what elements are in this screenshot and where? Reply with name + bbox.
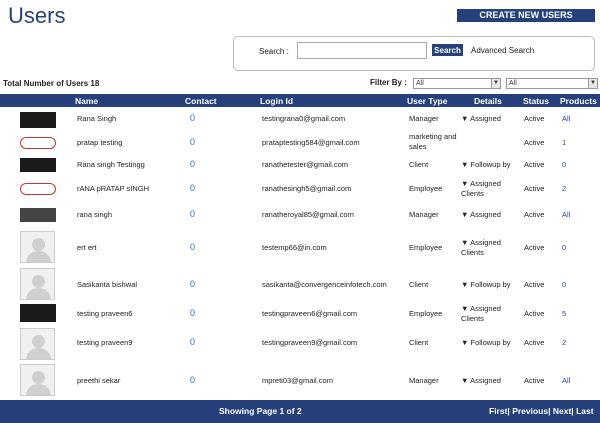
products-link[interactable]: 0 [562,280,567,289]
status: Active [524,160,545,169]
avatar [20,304,56,322]
table-row [0,204,600,228]
products-link[interactable]: All [562,114,571,123]
contact-count[interactable]: 0 [190,159,196,169]
search-label: Search : [259,47,289,56]
details-dropdown[interactable]: ▼ Assigned Clients [461,304,501,323]
col-products[interactable]: Products [560,96,597,106]
first-page-link[interactable]: First [489,406,508,416]
user-name[interactable]: pratap testing [77,138,123,147]
page-title: Users [8,3,66,28]
status: Active [524,114,545,123]
next-page-link[interactable]: Next [552,406,572,416]
contact-count[interactable]: 0 [190,337,196,347]
user-name[interactable]: rana singh [77,210,113,219]
login-id: testingpraveen6@gmail.com [262,309,358,318]
products-link[interactable]: 5 [562,309,567,318]
products-link[interactable]: 2 [562,184,567,193]
contact-count[interactable]: 0 [190,242,196,252]
col-contact[interactable]: Contact [185,96,217,106]
table-row [0,362,600,398]
total-users-count: Total Number of Users 18 [3,79,100,88]
avatar [20,158,56,172]
details-dropdown[interactable]: ▼ Assigned Clients [461,238,501,257]
products-link[interactable]: All [562,210,571,219]
create-new-users-button[interactable]: CREATE NEW USERS [457,9,595,22]
contact-count[interactable]: 0 [190,209,196,219]
details-dropdown[interactable]: ▼ Assigned [461,376,501,385]
status: Active [524,280,545,289]
separator: | [571,406,574,416]
login-id: testingpraveen9@gmail.com [262,338,358,347]
login-id: ranathesingh5@gmail.com [262,184,352,193]
company-logo-icon [20,183,56,195]
user-name[interactable]: testing praveen9 [77,338,133,347]
details-dropdown[interactable]: ▼ Assigned [461,210,501,219]
filter-select-1-value: All [416,80,424,87]
col-login-id[interactable]: Login Id [260,96,294,106]
avatar-placeholder-icon [20,364,55,396]
user-name[interactable]: preethi sekar [77,376,121,385]
products-link[interactable]: 2 [562,338,567,347]
filter-label: Filter By : [370,78,407,87]
status: Active [524,309,545,318]
search-panel [233,36,595,71]
contact-count[interactable]: 0 [190,279,196,289]
products-link[interactable]: All [562,376,571,385]
login-id: prataptesting584@gmail.com [262,138,360,147]
user-name[interactable]: Rana Singh [77,114,117,123]
avatar [20,208,56,222]
user-name[interactable]: Rana singh Testingg [77,160,145,169]
user-type: Manager [409,376,439,385]
user-name[interactable]: Sasikanta bishwal [77,280,138,289]
avatar [20,112,56,128]
col-details[interactable]: Details [474,96,502,106]
table-row [0,327,600,361]
login-id: testingrana0@gmail.com [262,114,346,123]
search-button[interactable]: Search [432,44,463,56]
table-header [0,94,600,107]
user-type: Client [409,338,429,347]
login-id: testemp66@in.com [262,243,327,252]
page-info: Showing Page 1 of 2 [219,406,302,416]
filter-select-2[interactable] [506,78,598,89]
previous-page-link[interactable]: Previous [512,406,549,416]
user-type: Manager [409,210,439,219]
user-type: Manager [409,114,439,123]
products-link[interactable]: 0 [562,243,567,252]
login-id: sasikanta@convergenceinfotech.com [262,280,387,289]
login-id: ranatheroyal85@gmail.com [262,210,354,219]
contact-count[interactable]: 0 [190,113,196,123]
avatar-placeholder-icon [20,231,55,263]
pagination-bar [0,400,600,423]
details-dropdown[interactable]: ▼ Assigned Clients [461,179,501,198]
contact-count[interactable]: 0 [190,137,196,147]
col-status[interactable]: Status [523,96,549,106]
separator: | [548,406,551,416]
contact-count[interactable]: 0 [190,375,196,385]
table-row [0,156,600,176]
status: Active [524,210,545,219]
details-dropdown[interactable]: ▼ Followup by [461,280,511,289]
status: Active [524,243,545,252]
user-type: Employee [409,243,443,252]
search-input[interactable] [297,42,427,59]
chevron-down-icon: ▼ [491,79,500,88]
table-row [0,110,600,130]
table-row [0,177,600,202]
user-type: marketing and sales [409,132,457,151]
col-user-type[interactable]: User Type [407,96,448,106]
table-row [0,229,600,266]
separator: | [507,406,510,416]
products-link[interactable]: 1 [562,138,567,147]
table-row [0,302,600,326]
table-row [0,268,600,300]
user-type: Client [409,160,429,169]
status: Active [524,376,545,385]
user-type: Employee [409,184,443,193]
chevron-down-icon: ▼ [588,79,597,88]
contact-count[interactable]: 0 [190,183,196,193]
details-dropdown[interactable]: ▼ Followup by [461,338,511,347]
last-page-link[interactable]: Last [576,406,594,416]
login-id: mpreti03@gmail.com [262,376,333,385]
details-dropdown[interactable]: ▼ Assigned [461,114,501,123]
filter-select-2-value: All [509,80,517,87]
login-id: ranathetester@gmail.com [262,160,348,169]
user-type: Employee [409,309,443,318]
filter-select-1[interactable] [413,78,501,89]
status: Active [524,184,545,193]
table-row [0,131,600,155]
avatar-placeholder-icon [20,268,55,300]
user-name[interactable]: rANA pRATAP sINGH [77,184,150,193]
company-logo-icon [20,137,56,149]
user-name[interactable]: ert ert [77,243,97,252]
status: Active [524,338,545,347]
avatar-placeholder-icon [20,328,55,360]
details-dropdown[interactable]: ▼ Followup by [461,160,511,169]
status: Active [524,138,545,147]
products-link[interactable]: 0 [562,160,567,169]
user-type: Client [409,280,429,289]
advanced-search-link[interactable]: Advanced Search [471,46,535,55]
user-name[interactable]: testing praveen6 [77,309,133,318]
contact-count[interactable]: 0 [190,308,196,318]
pagination-nav [489,406,594,416]
col-name[interactable]: Name [75,96,99,106]
